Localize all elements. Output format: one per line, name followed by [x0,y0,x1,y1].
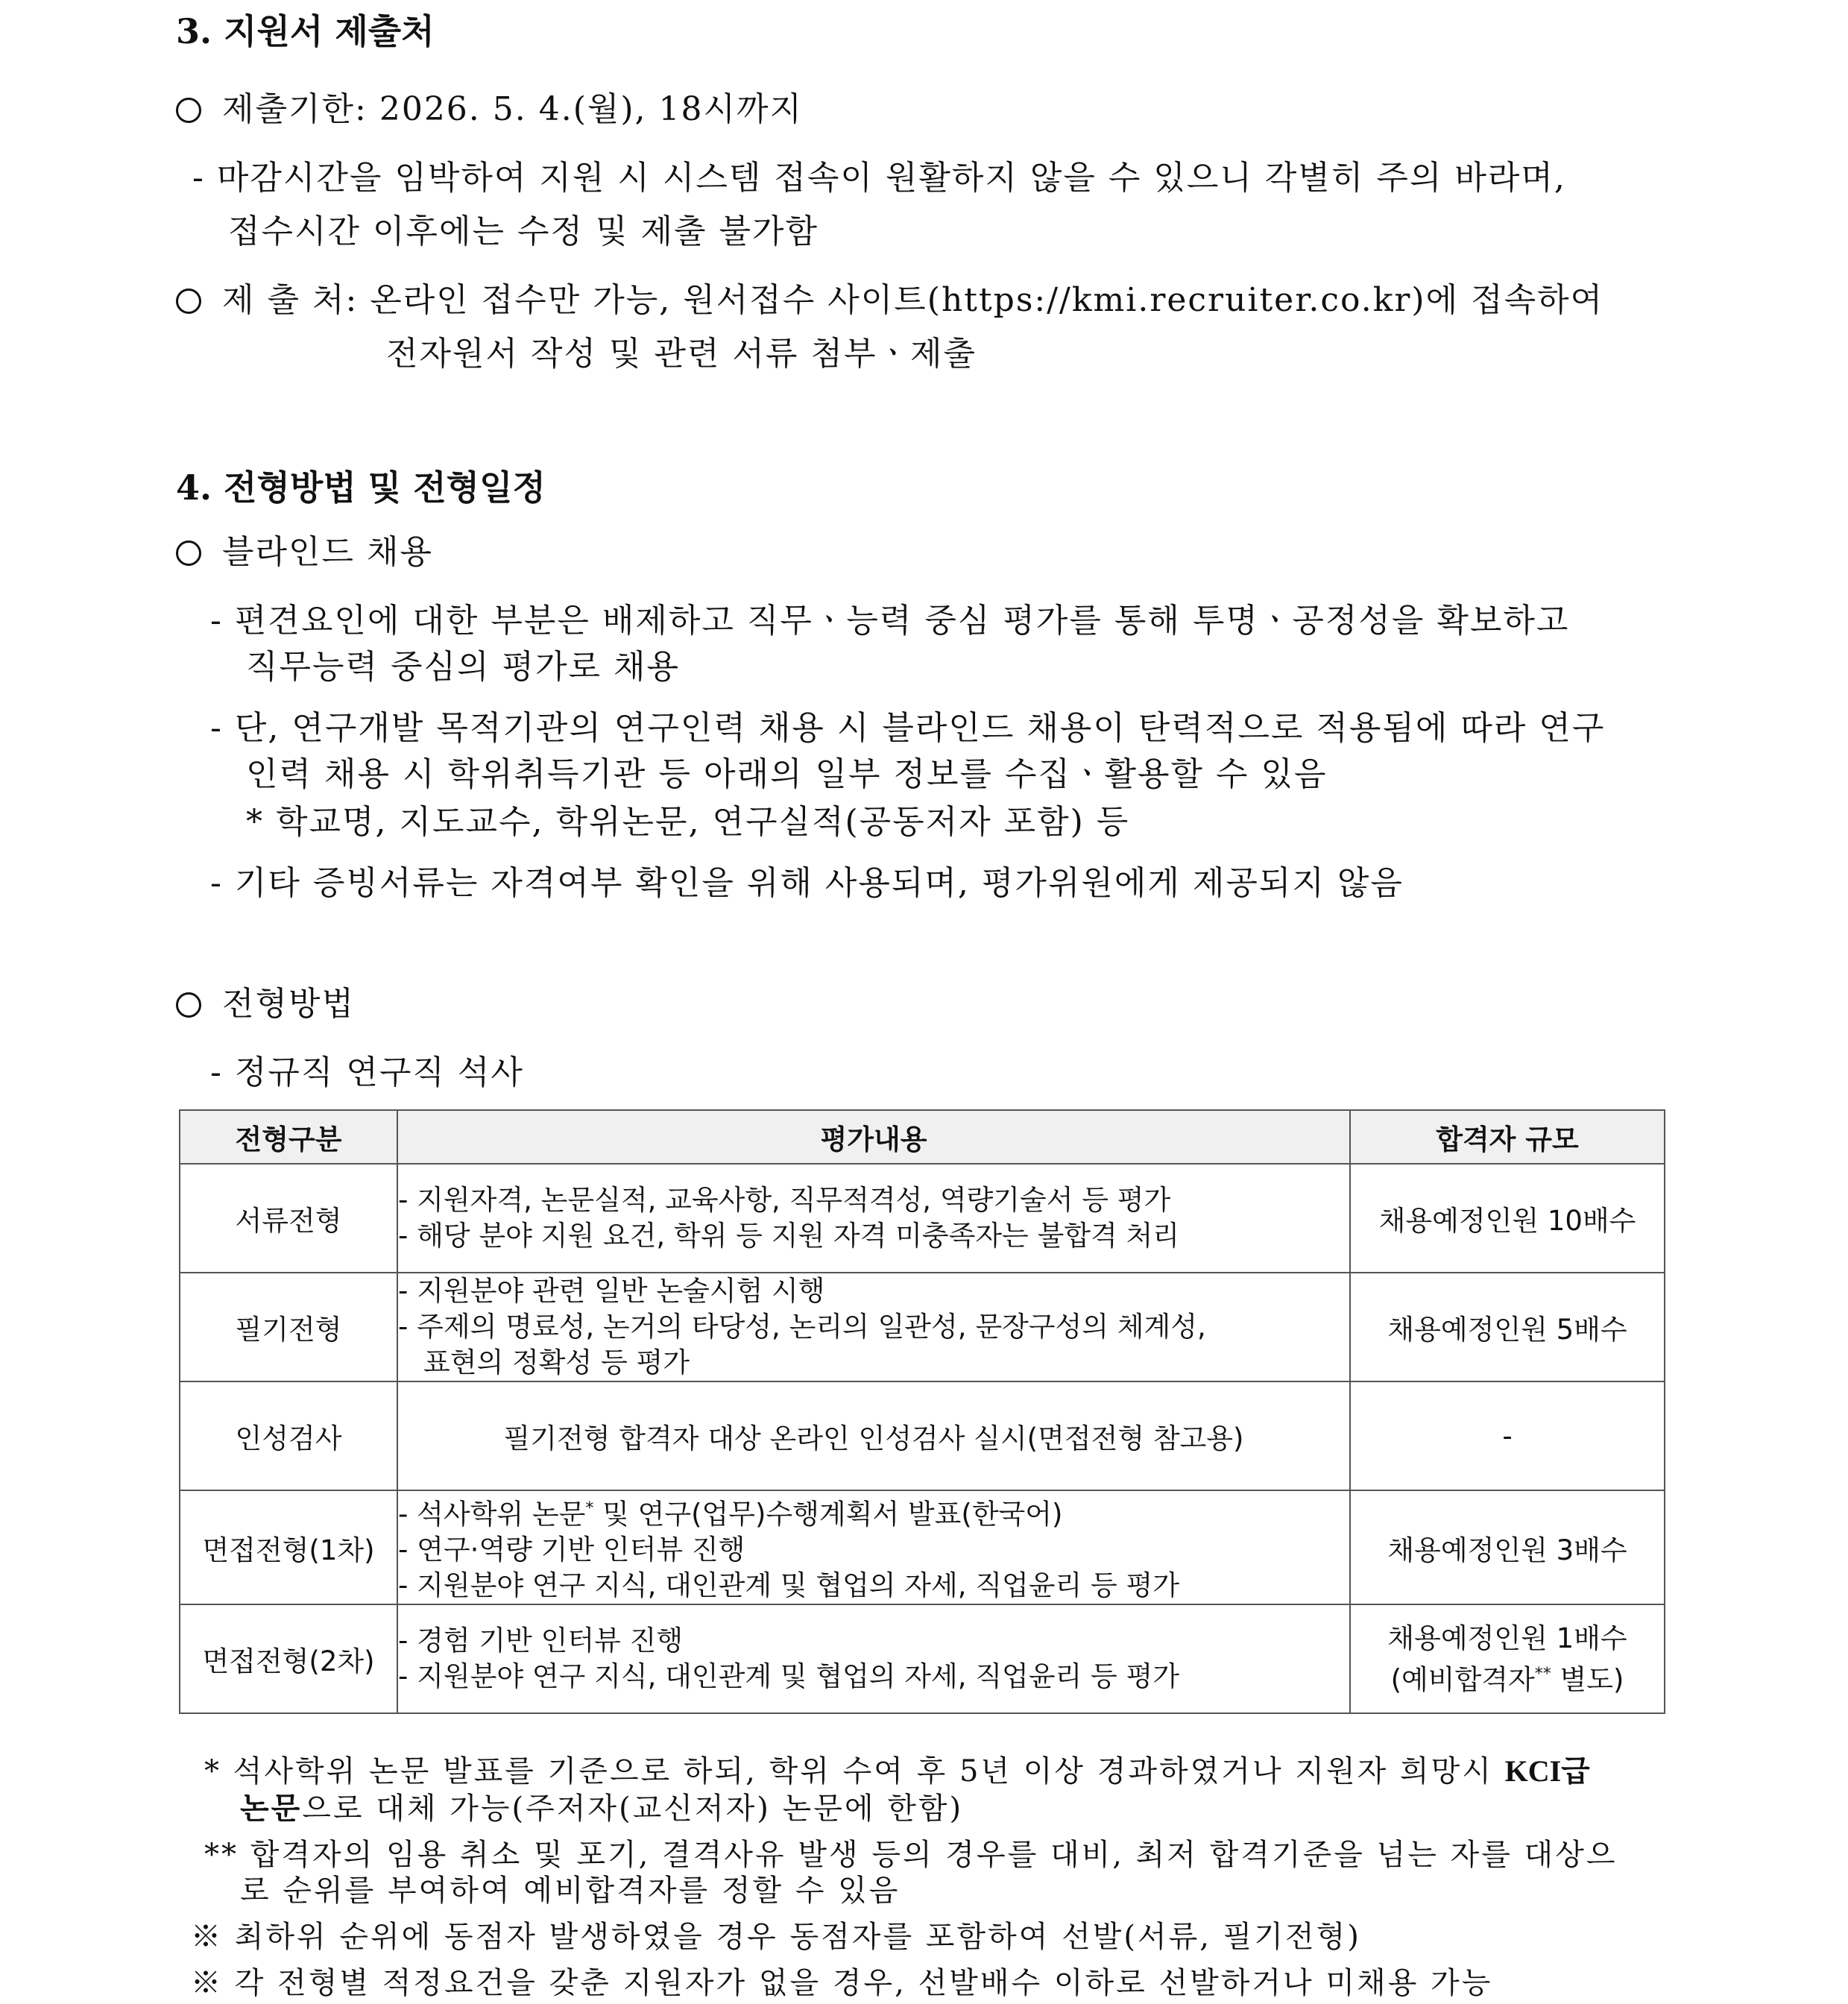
note-text: 으로 대체 가능(주저자(교신저자) 논문에 한함) [302,1792,964,1826]
content-line [398,1491,1349,1532]
submit-text-2: 전자원서 작성 및 관련 서류 첨부ㆍ제출 [386,335,977,373]
note-bold: 논문 [240,1791,303,1826]
circle-bullet-icon [176,541,201,566]
stage-cell: 면접전형(1차) [180,1490,397,1604]
content-cell [397,1490,1350,1604]
table-row [180,1273,1665,1381]
footnote-mark: ** [1534,1664,1551,1683]
method-text: 전형방법 [222,985,356,1023]
note-text: * 석사학위 논문 발표를 기준으로 하되, 학위 수여 후 5년 이상 경과하였거나 지원자 희망시 [204,1754,1505,1789]
circle-bullet-icon [176,289,201,314]
table-row [180,1381,1665,1490]
table-row [180,1490,1665,1604]
header-stage: 전형구분 [180,1110,397,1164]
circle-bullet-icon [176,992,201,1018]
method-line [176,977,355,1024]
stage-cell: 인성검사 [180,1381,397,1490]
note-4: ※ 각 전형별 적정요건을 갖춘 지원자가 없을 경우, 선발배수 이하로 선발하거나 미채용 가능 [191,1966,1493,2000]
header-content: 평가내용 [397,1110,1350,1164]
quota-line: 채용예정인원 1배수 [1387,1622,1627,1654]
quota-cell: 채용예정인원 10배수 [1350,1164,1665,1273]
circle-bullet-icon [176,98,201,123]
deadline-line [176,82,803,130]
stage-cell: 서류전형 [180,1164,397,1273]
note-2b: 로 순위를 부여하여 예비합격자를 정할 수 있음 [240,1874,901,1908]
content-line: - 지원분야 관련 일반 논술시험 시행 [398,1275,825,1307]
content-line: 표현의 정확성 등 평가 [423,1346,690,1378]
stage-cell: 필기전형 [180,1273,397,1381]
content-line: - 주제의 명료성, 논거의 타당성, 논리의 일관성, 문장구성의 체계성, [398,1311,1206,1343]
note-bold: KCI급 [1504,1754,1590,1788]
content-line: - 경험 기반 인터뷰 진행 [398,1625,684,1657]
content-text: - 석사학위 논문 [398,1498,586,1531]
quota-cell: 채용예정인원 5배수 [1350,1273,1665,1381]
evaluation-table [179,1109,1665,1714]
quota-cell: - [1350,1381,1665,1490]
content-cell [397,1164,1350,1273]
content-text: 및 연구(업무)수행계획서 발표(한국어) [593,1498,1063,1531]
blind-text: 블라인드 채용 [222,533,434,571]
note-2a: ** 합격자의 임용 취소 및 포기, 결격사유 발생 등의 경우를 대비, 최저 합격기준을 넘는 자를 대상으 [204,1838,1618,1872]
deadline-note-2: 접수시간 이후에는 수정 및 제출 불가함 [228,212,819,250]
blind-item-3: - 기타 증빙서류는 자격여부 확인을 위해 사용되며, 평가위원에게 제공되지 않음 [210,864,1404,902]
content-line: - 지원분야 연구 지식, 대인관계 및 협업의 자세, 직업윤리 등 평가 [398,1660,1180,1693]
blind-line [176,525,433,573]
quota-text: 별도) [1551,1663,1624,1695]
content-line: - 해당 분야 지원 요건, 학위 등 지원 자격 미충족자는 불합격 처리 [398,1220,1180,1252]
table-row [180,1164,1665,1273]
content-cell [397,1273,1350,1381]
content-line: - 지원자격, 논문실적, 교육사항, 직무적격성, 역량기술서 등 평가 [398,1184,1171,1216]
deadline-note-1: - 마감시간을 임박하여 지원 시 시스템 접속이 원활하지 않을 수 있으니 각별히 주의 바라며, [192,159,1566,197]
blind-item-2a: - 단, 연구개발 목적기관의 연구인력 채용 시 블라인드 채용이 탄력적으로 적용됨에 따라 연구 [210,709,1606,747]
blind-item-1b: 직무능력 중심의 평가로 채용 [246,648,681,686]
note-1a [204,1748,1590,1790]
content-line: - 연구·역량 기반 인터뷰 진행 [398,1534,745,1566]
quota-text: (예비합격자 [1390,1663,1535,1695]
table-header-row [180,1110,1665,1164]
submit-text-1: 제 출 처: 온라인 접수만 가능, 원서접수 사이트(https://kmi.recruiter.co.kr)에 접속하여 [222,281,1604,319]
content-line: - 지원분야 연구 지식, 대인관계 및 협업의 자세, 직업윤리 등 평가 [398,1569,1180,1602]
content-cell [397,1604,1350,1713]
quota-line [1351,1657,1664,1698]
section4-title: 4. 전형방법 및 전형일정 [176,467,546,508]
quota-cell [1350,1604,1665,1713]
footnote-mark: * [585,1499,594,1518]
quota-cell: 채용예정인원 3배수 [1350,1490,1665,1604]
note-3: ※ 최하위 순위에 동점자 발생하였을 경우 동점자를 포함하여 선발(서류, 필기전형) [191,1920,1361,1954]
blind-item-2b: 인력 채용 시 학위취득기관 등 아래의 일부 정보를 수집ㆍ활용할 수 있음 [246,755,1328,793]
deadline-text: 제출기한: 2026. 5. 4.(월), 18시까지 [222,90,804,128]
submit-line [176,273,1603,321]
stage-cell: 면접전형(2차) [180,1604,397,1713]
table-row [180,1604,1665,1713]
content-cell: 필기전형 합격자 대상 온라인 인성검사 실시(면접전형 참고용) [397,1381,1350,1490]
note-1b [240,1785,963,1827]
section3-title: 3. 지원서 제출처 [176,11,435,51]
blind-item-2c: * 학교명, 지도교수, 학위논문, 연구실적(공동저자 포함) 등 [246,803,1130,841]
method-sub: - 정규직 연구직 석사 [210,1053,524,1091]
header-quota: 합격자 규모 [1350,1110,1665,1164]
blind-item-1a: - 편견요인에 대한 부분은 배제하고 직무ㆍ능력 중심 평가를 통해 투명ㆍ공정성을 확보하고 [210,602,1570,640]
